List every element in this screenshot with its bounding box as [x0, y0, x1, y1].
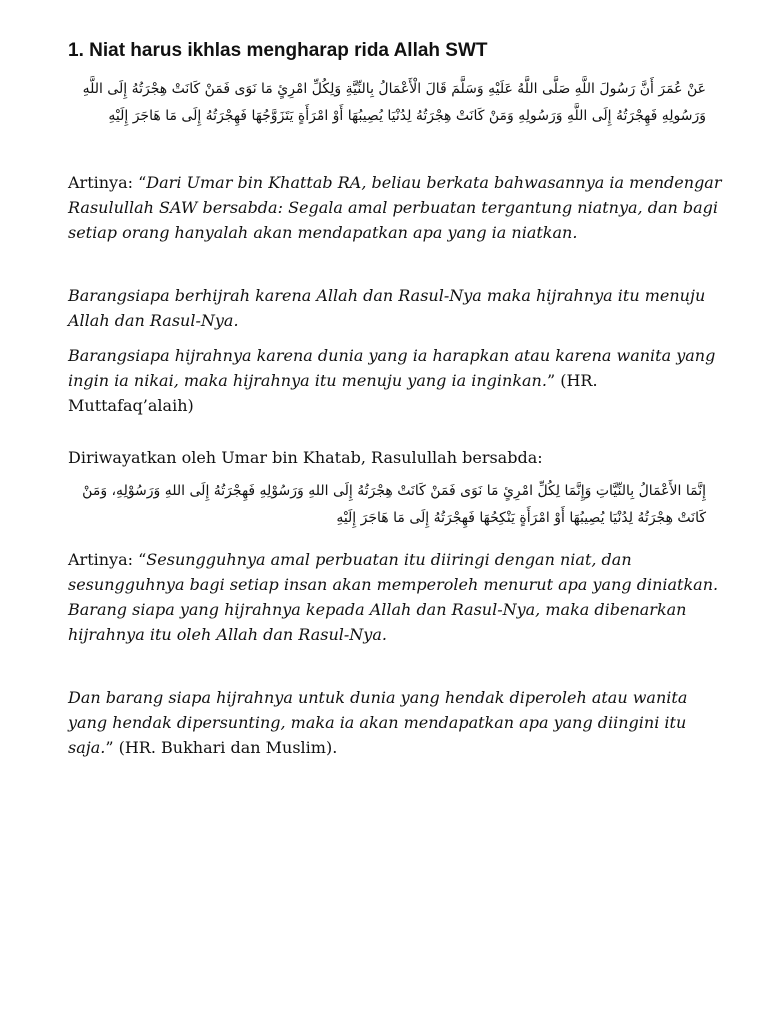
translation-paragraph-3	[68, 343, 728, 418]
arabic-hadith-text-1: عَنْ عُمَرَ أَنَّ رَسُولَ اللَّهِ صَلَّى اللَّهُ عَلَيْهِ وَسَلَّمَ قَالَ الْأَعْمَالُ بِالنِّيَّةِ وَلِكُلِّ امْرِئٍ مَا نَوَى فَمَنْ كَانَتْ هِجْرَتُهُ إِلَى اللَّهِ وَرَسُولِهِ فَهِجْرَتُهُ إِلَى اللَّهِ وَرَسُولِهِ وَمَنْ كَانَتْ هِجْرَتُهُ لِدُنْيَا يُصِيبُهَا أَوْ امْرَأَةٍ يَتَزَوَّجُهَا فَهِجْرَتُهُ إِلَى مَا هَاجَرَ إِلَيْهِ	[82, 81, 706, 124]
translation-text: Sesungguhnya amal perbuatan itu diiringi dengan niat, dan sesungguhnya bagi setiap insan akan memperoleh menurut apa yang diniatkan. Barang siapa yang hijrahnya kepada Allah dan Rasul-Nya, maka dibenarkan hijrahnya itu oleh Allah dan Rasul-Nya.	[68, 550, 719, 644]
translation-text: Barangsiapa hijrahnya karena dunia yang ia harapkan atau karena wanita yang ingin ia nikai, maka hijrahnya itu menuju yang ia inginkan.	[68, 346, 716, 390]
translation-paragraph-1	[68, 170, 728, 245]
translation-prefix: Artinya: “	[68, 173, 147, 192]
translation-text: Barangsiapa berhijrah karena Allah dan Rasul-Nya maka hijrahnya itu menuju Allah dan Rasul-Nya.	[68, 286, 706, 330]
translation-text: Dan barang siapa hijrahnya untuk dunia yang hendak diperoleh atau wanita yang hendak dipersunting, maka ia akan mendapatkan apa yang diingini itu saja.	[68, 688, 688, 757]
citation: ” (HR. Bukhari dan Muslim).	[105, 738, 338, 757]
translation-prefix: Artinya: “	[68, 550, 147, 569]
arabic-hadith-text-2: إِنَّمَا الأَعْمَالُ بِالنِّيَّاتِ وَإِنَّمَا لِكُلِّ امْرِئٍ مَا نَوَى فَمَنْ كَانَتْ هِجْرَتُهُ إِلَى اللهِ وَرَسُوْلِهِ فَهِجْرَتُهُ إِلَى اللهِ وَرَسُوْلِهِ، وَمَنْ كَانَتْ هِجْرَتُهُ لِدُنْيَا يُصِيبُهَا أَوْ امْرَأَةٍ يَنْكِحُهَا فَهِجْرَتُهُ إِلَى مَا هَاجَرَ إِلَيْهِ	[82, 483, 706, 526]
section-heading: 1. Niat harus ikhlas mengharap rida Allah SWT	[68, 40, 488, 61]
translation-paragraph-4	[68, 547, 728, 647]
translation-text: Dari Umar bin Khattab RA, beliau berkata bahwasannya ia mendengar Rasulullah SAW bersabda: Segala amal perbuatan tergantung niatnya, dan bagi setiap orang hanyalah akan mendapatkan apa yang ia niatkan.	[68, 173, 722, 242]
translation-paragraph-2	[68, 283, 728, 333]
translation-paragraph-5	[68, 685, 728, 760]
citation: ” (HR. Muttafaq’alaih)	[68, 371, 598, 415]
narration-intro: Diriwayatkan oleh Umar bin Khatab, Rasulullah bersabda:	[68, 448, 543, 467]
